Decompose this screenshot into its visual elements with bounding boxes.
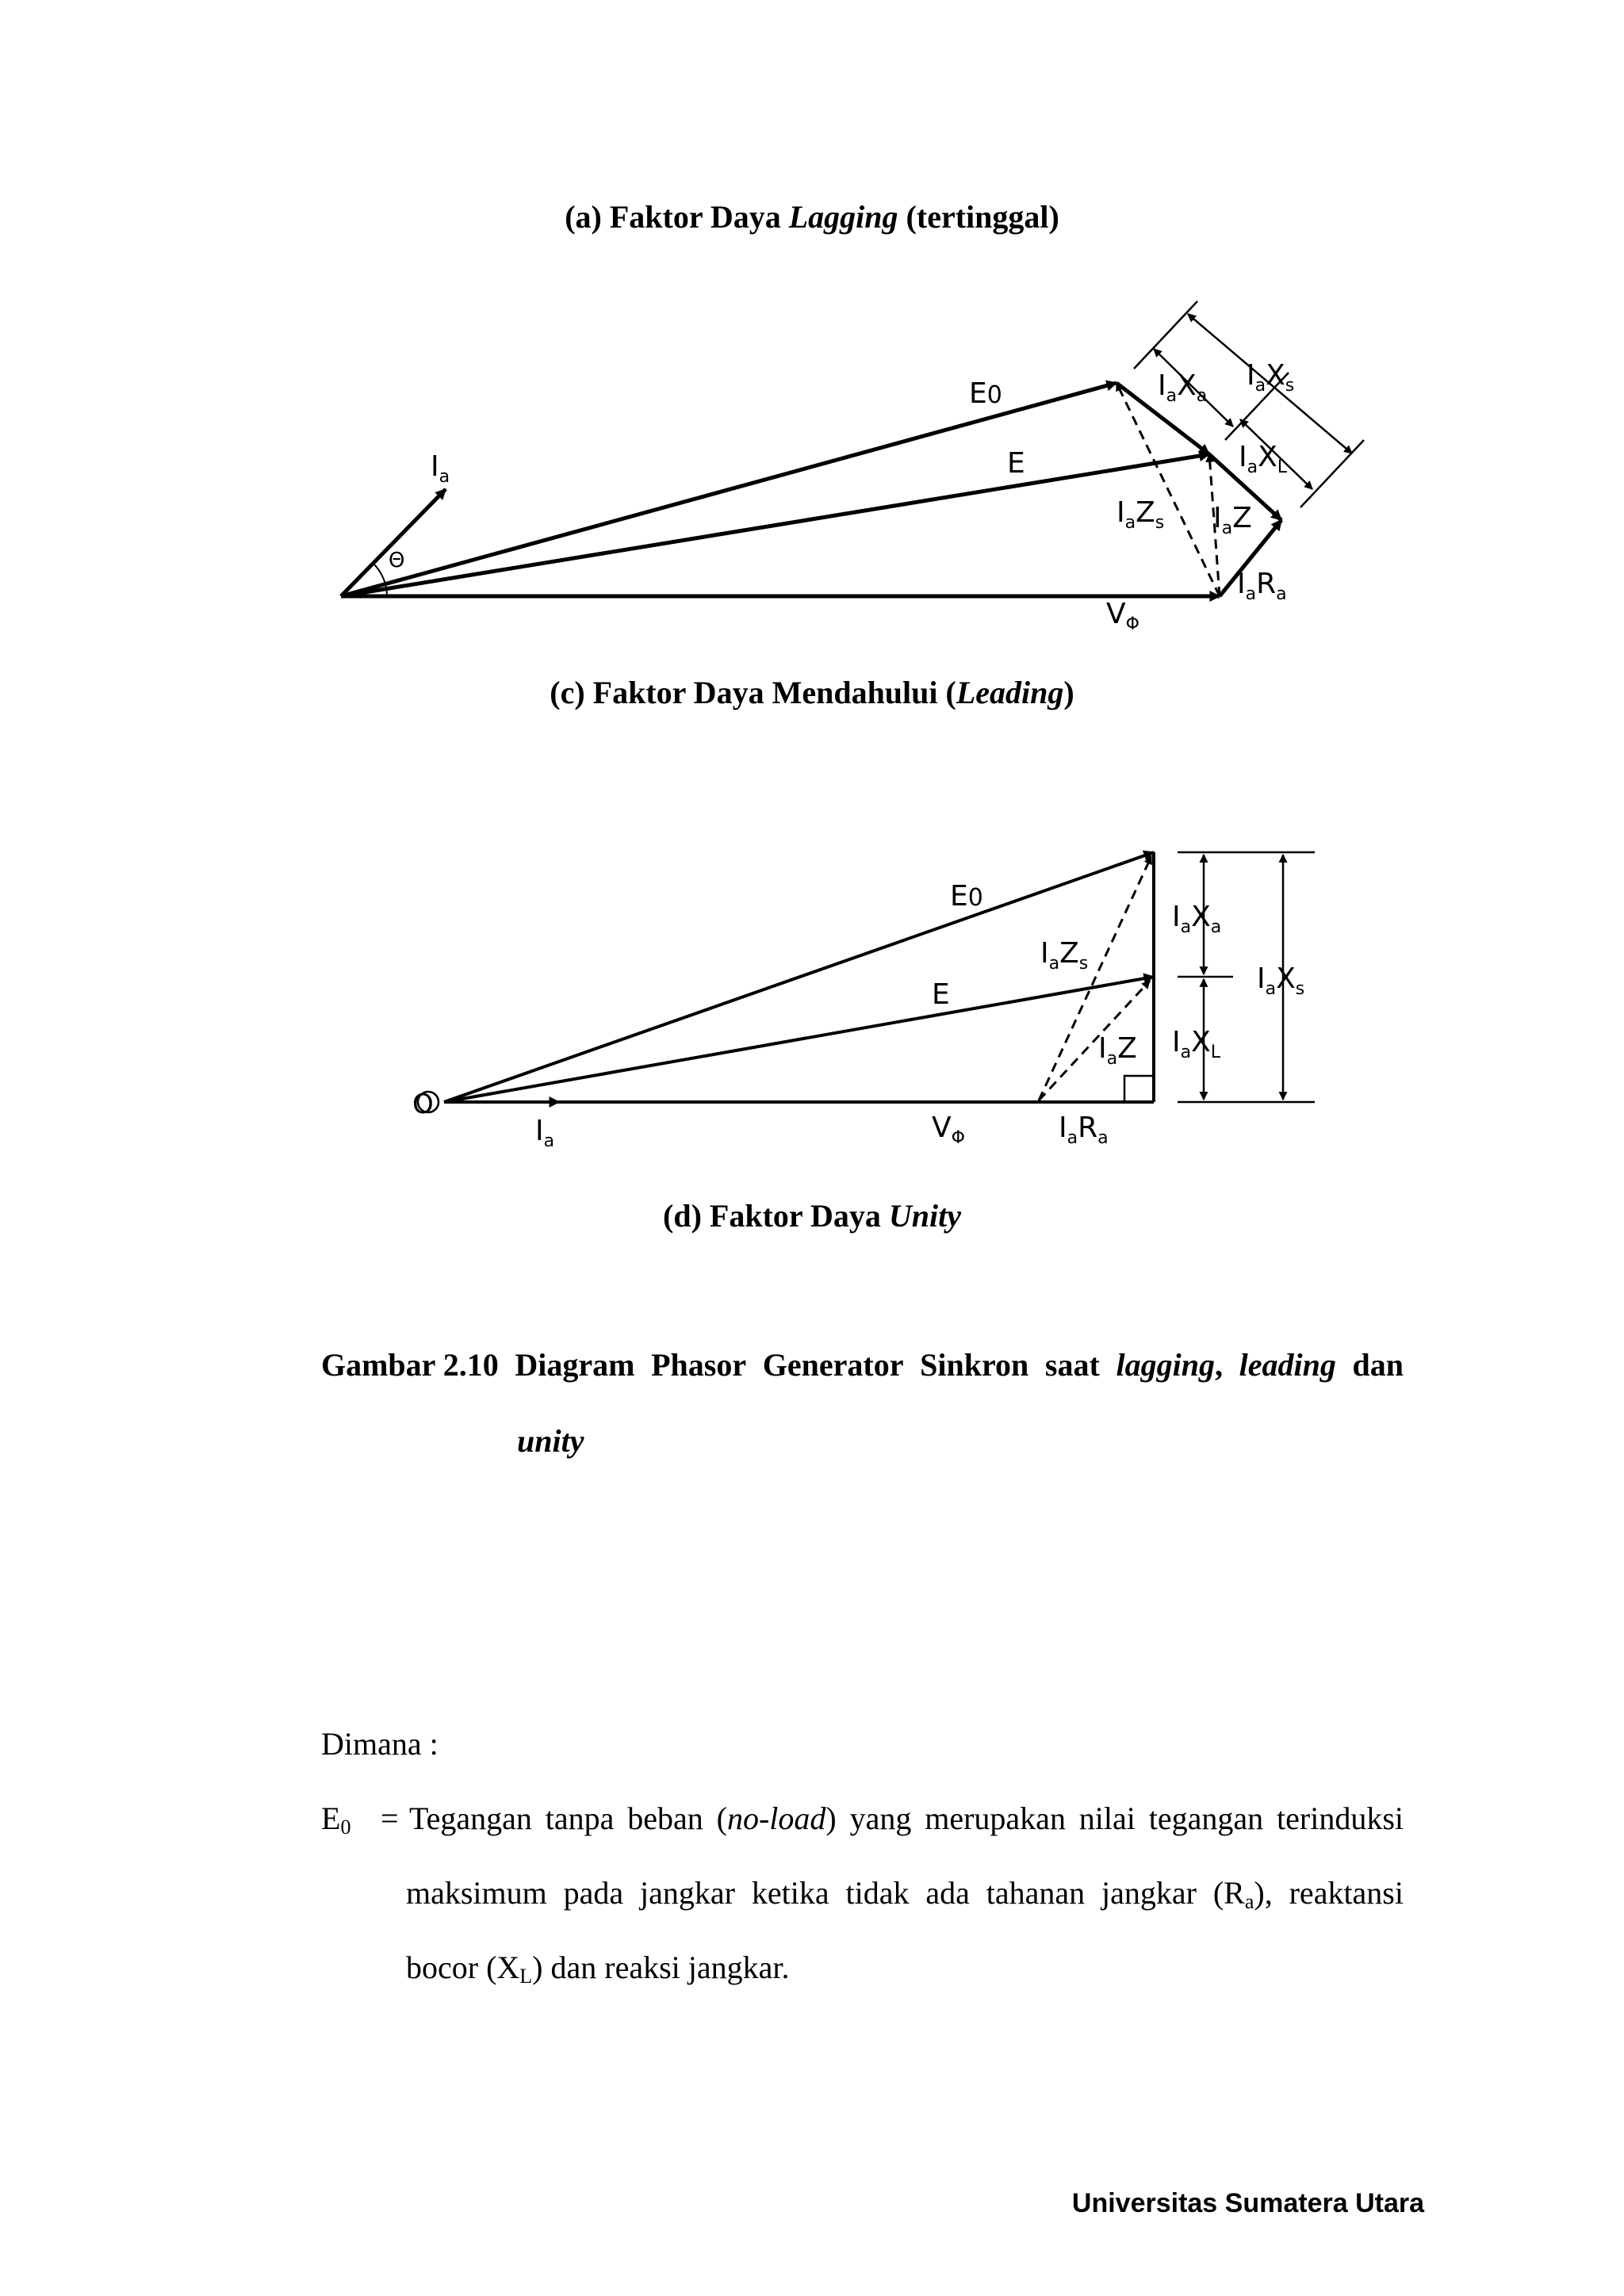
vector-e0 [444,852,1154,1102]
dimana-label: Dimana : [321,1726,439,1762]
caption-unity: (d) Faktor Daya Unity [663,1198,961,1234]
definition-line-1: Tegangan tanpa beban (no-load) yang merupakan nilai tegangan terinduksi [409,1800,1404,1836]
definition-equals: = [381,1800,399,1836]
label-e0: E0 [950,880,983,913]
definition-line-3: bocor $(X_L)$ dan reaksi jangkar. [406,1950,790,1988]
label-iaxa: $I_aX_a$ [1158,369,1208,406]
definition-line-2: maksimum pada jangkar ketika tidak ada tahanan jangkar $(R_a)$, reaktansi [406,1875,1404,1913]
label-iaxs: $I_aX_s$ [1257,962,1305,999]
figure-caption: Gambar 2.10 Diagram Phasor Generator Sinkron saat lagging, leading dan [321,1347,1404,1383]
label-vphi: $V_\Phi$ [1106,598,1139,634]
right-angle-mark [1124,1076,1154,1102]
label-ia: $I_a$ [535,1115,555,1151]
label-iazs: $I_aZ_s$ [1040,937,1089,974]
label-iara: $I_aR_a$ [1237,568,1287,604]
label-iaxa: $I_aX_a$ [1172,901,1222,937]
label-iaxs: $I_aX_s$ [1247,359,1295,396]
phasor-diagram-unity [0,825,1624,1150]
label-iaz: $I_aZ$ [1098,1032,1137,1069]
label-e0: E0 [969,377,1002,410]
label-iara: $I_aR_a$ [1059,1112,1109,1148]
label-vphi: $V_\Phi$ [932,1112,965,1148]
label-theta: Θ [389,549,405,572]
label-e: E [932,978,950,1011]
caption-leading: (c) Faktor Daya Mendahului (Leading) [550,675,1074,710]
label-iaxl: $I_aX_L$ [1239,441,1288,477]
phasor-diagram-lagging [0,270,1624,642]
label-ia: $I_a$ [431,450,450,487]
label-iaxl: $I_aX_L$ [1172,1026,1221,1062]
label-e: E [1007,447,1025,480]
definition-term: $E_0$ [321,1800,351,1839]
dashed-iazs [1116,383,1220,596]
footer-university: Universitas Sumatera Utara [1071,2188,1424,2218]
label-iaz: $I_aZ$ [1213,502,1252,538]
label-iazs: $I_aZ_s$ [1116,496,1165,533]
caption-lagging: (a) Faktor Daya Lagging (tertinggal) [565,199,1059,235]
figure-caption-line2: unity [517,1423,584,1459]
label-o: O [412,1089,434,1120]
